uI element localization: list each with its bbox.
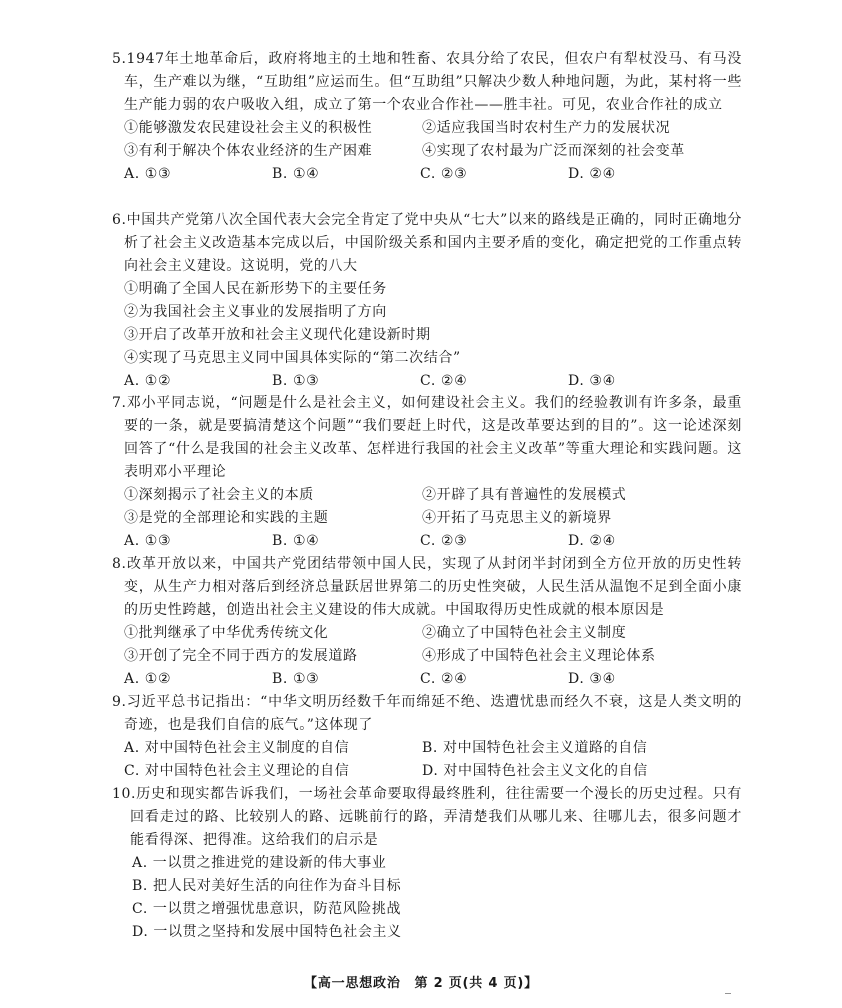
statement-1: ①批判继承了中华优秀传统文化 <box>124 625 329 641</box>
choice-d: D. ③④ <box>568 373 616 389</box>
answer-choices <box>112 668 742 691</box>
question-stem: 10.历史和现实都告诉我们，一场社会革命要取得最终胜利，往往需要一个漫长的历史过程。只有回看走过的路、比较别人的路、远眺前行的路，弄清楚我们从哪儿来、往哪儿去，很多问题才能看得深、把得准。这给我们的启示是 <box>112 786 742 848</box>
statement-options <box>112 484 742 530</box>
question-stem: 7.邓小平同志说，“问题是什么是社会主义，如何建设社会主义。我们的经验教训有许多条，最重要的一条，就是要搞清楚这个问题”“我们要赶上时代，这是改革要达到的目的”。这一论述深刻回答了“什么是我国的社会主义改革、怎样进行我国的社会主义改革”等重大理论和实践问题。这表明邓小平理论 <box>112 395 742 480</box>
choice-b: B. ①④ <box>272 533 320 549</box>
choice-a: A. ①② <box>124 671 172 687</box>
choice-d: D. ②④ <box>568 533 616 549</box>
statement-3: ③开启了改革开放和社会主义现代化建设新时期 <box>124 327 431 343</box>
choice-a: A. 一以贯之推进党的建设新的伟大事业 <box>132 855 387 871</box>
choice-c: C. ②④ <box>420 671 468 687</box>
answer-choices <box>112 163 742 186</box>
choice-d: D. 对中国特色社会主义文化的自信 <box>422 763 648 779</box>
choice-b: B. 把人民对美好生活的向往作为奋斗目标 <box>132 878 402 894</box>
question-7 <box>112 392 742 553</box>
question-10 <box>112 783 742 944</box>
question-8 <box>112 553 742 691</box>
statement-options <box>112 278 742 370</box>
choice-a: A. 对中国特色社会主义制度的自信 <box>124 740 350 756</box>
choice-c: C. ②④ <box>420 373 468 389</box>
statement-2: ②适应我国当时农村生产力的发展状况 <box>422 120 671 136</box>
statement-2: ②确立了中国特色社会主义制度 <box>422 625 627 641</box>
statement-options <box>112 622 742 668</box>
choice-a: A. ①③ <box>124 166 172 182</box>
question-9 <box>112 691 742 783</box>
statement-1: ①明确了全国人民在新形势下的主要任务 <box>124 281 387 297</box>
choice-b: B. ①③ <box>272 373 320 389</box>
statement-4: ④实现了农村最为广泛而深刻的社会变革 <box>422 143 685 159</box>
statement-1: ①深刻揭示了社会主义的本质 <box>124 487 314 503</box>
page-footer: 【高一思想政治 第 2 页(共 4 页)】 <box>304 976 538 991</box>
answer-choices <box>112 370 742 393</box>
statement-2: ②为我国社会主义事业的发展指明了方向 <box>124 304 387 320</box>
choice-c: C. ②③ <box>420 533 468 549</box>
answer-choices <box>112 852 742 944</box>
question-6 <box>112 209 742 393</box>
question-stem: 6.中国共产党第八次全国代表大会完全肯定了党中央从“七大”以来的路线是正确的，同时正确地分析了社会主义改造基本完成以后，中国阶级关系和国内主要矛盾的变化，确定把党的工作重点转向社会主义建设。这说明，党的八大 <box>112 212 742 274</box>
choice-d: D. ②④ <box>568 166 616 182</box>
answer-choices <box>112 530 742 553</box>
corner-mark: _ <box>725 980 731 994</box>
choice-d: D. 一以贯之坚持和发展中国特色社会主义 <box>132 924 402 940</box>
choice-d: D. ③④ <box>568 671 616 687</box>
statement-1: ①能够激发农民建设社会主义的积极性 <box>124 120 373 136</box>
choice-c: C. 一以贯之增强忧患意识，防范风险挑战 <box>132 901 402 917</box>
choice-a: A. ①② <box>124 373 172 389</box>
statement-4: ④实现了马克思主义同中国具体实际的“第二次结合” <box>124 350 461 366</box>
question-stem: 8.改革开放以来，中国共产党团结带领中国人民，实现了从封闭半封闭到全方位开放的历史性转变，从生产力相对落后到经济总量跃居世界第二的历史性突破，人民生活从温饱不足到全面小康的历史性跨越，创造出社会主义建设的伟大成就。中国取得历史性成就的根本原因是 <box>112 556 742 618</box>
statement-3: ③开创了完全不同于西方的发展道路 <box>124 648 358 664</box>
statement-4: ④形成了中国特色社会主义理论体系 <box>422 648 656 664</box>
answer-choices <box>112 737 742 783</box>
statement-3: ③是党的全部理论和实践的主题 <box>124 510 329 526</box>
question-stem: 9.习近平总书记指出：“中华文明历经数千年而绵延不绝、迭遭忧患而经久不衰，这是人类文明的奇迹，也是我们自信的底气。”这体现了 <box>112 694 742 733</box>
choice-c: C. ②③ <box>420 166 468 182</box>
choice-b: B. 对中国特色社会主义道路的自信 <box>422 740 648 756</box>
choice-b: B. ①④ <box>272 166 320 182</box>
question-5 <box>112 48 742 186</box>
statement-4: ④开拓了马克思主义的新境界 <box>422 510 612 526</box>
choice-b: B. ①③ <box>272 671 320 687</box>
statement-3: ③有利于解决个体农业经济的生产困难 <box>124 143 373 159</box>
choice-a: A. ①③ <box>124 533 172 549</box>
statement-options <box>112 117 742 163</box>
statement-2: ②开辟了具有普遍性的发展模式 <box>422 487 627 503</box>
choice-c: C. 对中国特色社会主义理论的自信 <box>124 763 350 779</box>
question-stem: 5.1947年土地革命后，政府将地主的土地和牲畜、农具分给了农民，但农户有犁杖没马、有马没车，生产难以为继，“互助组”应运而生。但“互助组”只解决少数人种地问题，为此，某村将一些生产能力弱的农户吸收入组，成立了第一个农业合作社——胜丰社。可见，农业合作社的成立 <box>112 51 742 113</box>
